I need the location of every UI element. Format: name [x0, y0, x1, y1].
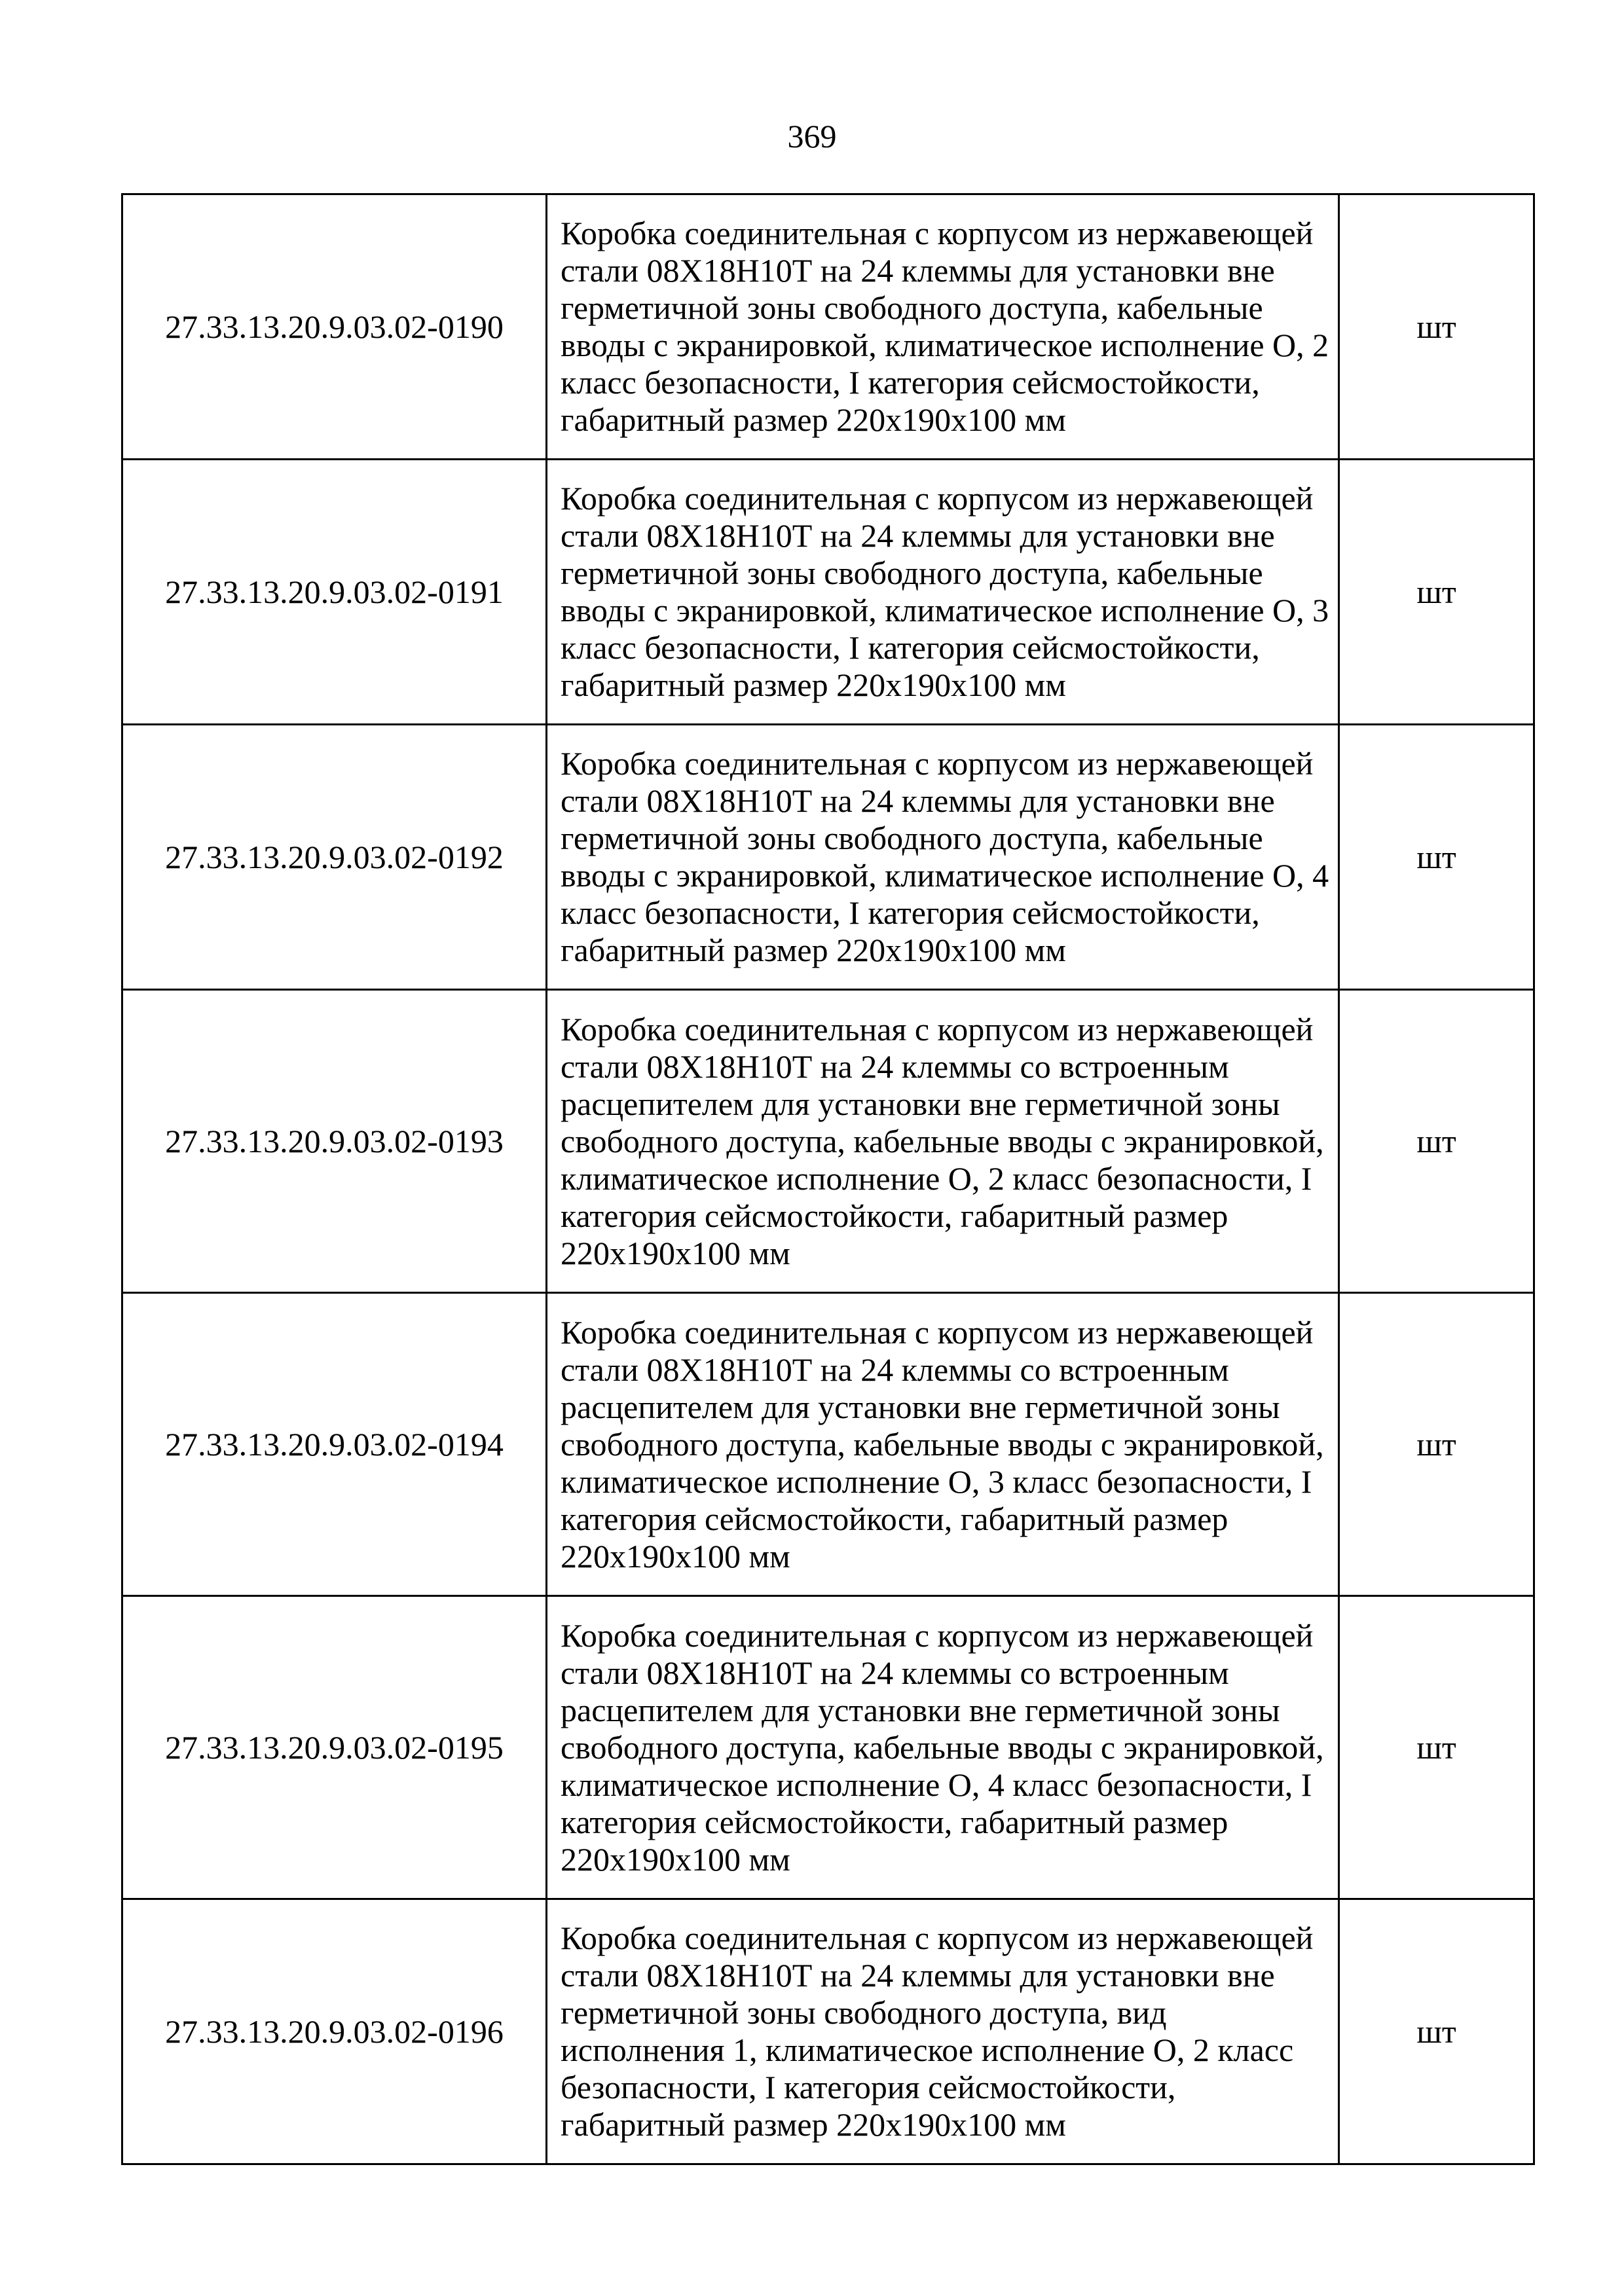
table-row	[122, 460, 1534, 725]
row-code: 27.33.13.20.9.03.02-0190	[122, 194, 547, 460]
table-row	[122, 194, 1534, 460]
row-description	[547, 1293, 1339, 1596]
table-row	[122, 1596, 1534, 1899]
row-unit: шт	[1339, 1899, 1534, 2164]
row-description	[547, 460, 1339, 725]
row-unit: шт	[1339, 194, 1534, 460]
table-row	[122, 1899, 1534, 2164]
table-row	[122, 1293, 1534, 1596]
row-unit: шт	[1339, 1596, 1534, 1899]
table-row	[122, 990, 1534, 1293]
row-unit: шт	[1339, 460, 1534, 725]
page-number: 369	[787, 118, 837, 155]
row-unit: шт	[1339, 990, 1534, 1293]
row-description-text: Коробка соединительная с корпусом из нержавеющей стали 08Х18Н10Т на 24 клеммы для установки вне герметичной зоны свободного доступа, кабельные вводы с экранировкой, климатическое исполнение О, 4 класс безопасности, I категория сейсмостойкости, габаритный размер 220х190х100 мм	[561, 745, 1329, 968]
row-description	[547, 725, 1339, 990]
row-code: 27.33.13.20.9.03.02-0194	[122, 1293, 547, 1596]
row-description	[547, 194, 1339, 460]
row-code: 27.33.13.20.9.03.02-0192	[122, 725, 547, 990]
resource-table	[121, 193, 1535, 2165]
row-description	[547, 990, 1339, 1293]
row-description-text: Коробка соединительная с корпусом из нержавеющей стали 08Х18Н10Т на 24 клеммы для установки вне герметичной зоны свободного доступа, кабельные вводы с экранировкой, климатическое исполнение О, 2 класс безопасности, I категория сейсмостойкости, габаритный размер 220х190х100 мм	[561, 215, 1329, 438]
row-description-text: Коробка соединительная с корпусом из нержавеющей стали 08Х18Н10Т на 24 клеммы для установки вне герметичной зоны свободного доступа, кабельные вводы с экранировкой, климатическое исполнение О, 3 класс безопасности, I категория сейсмостойкости, габаритный размер 220х190х100 мм	[561, 480, 1329, 703]
row-description-text: Коробка соединительная с корпусом из нержавеющей стали 08Х18Н10Т на 24 клеммы со встроенным расцепителем для установки вне герметичной зоны свободного доступа, кабельные вводы с экранировкой, климатическое исполнение О, 4 класс безопасности, I категория сейсмостойкости, габаритный размер 220х190х100 мм	[561, 1616, 1324, 1878]
row-code: 27.33.13.20.9.03.02-0196	[122, 1899, 547, 2164]
row-description	[547, 1899, 1339, 2164]
row-description-text: Коробка соединительная с корпусом из нержавеющей стали 08Х18Н10Т на 24 клеммы для установки вне герметичной зоны свободного доступа, вид исполнения 1, климатическое исполнение О, 2 класс безопасности, I категория сейсмостойкости, габаритный размер 220х190х100 мм	[561, 1920, 1314, 2143]
row-code: 27.33.13.20.9.03.02-0195	[122, 1596, 547, 1899]
row-code: 27.33.13.20.9.03.02-0191	[122, 460, 547, 725]
row-description-text: Коробка соединительная с корпусом из нержавеющей стали 08Х18Н10Т на 24 клеммы со встроенным расцепителем для установки вне герметичной зоны свободного доступа, кабельные вводы с экранировкой, климатическое исполнение О, 3 класс безопасности, I категория сейсмостойкости, габаритный размер 220х190х100 мм	[561, 1313, 1324, 1575]
row-description-text: Коробка соединительная с корпусом из нержавеющей стали 08Х18Н10Т на 24 клеммы со встроенным расцепителем для установки вне герметичной зоны свободного доступа, кабельные вводы с экранировкой, климатическое исполнение О, 2 класс безопасности, I категория сейсмостойкости, габаритный размер 220х190х100 мм	[561, 1010, 1324, 1271]
row-description	[547, 1596, 1339, 1899]
row-unit: шт	[1339, 725, 1534, 990]
row-unit: шт	[1339, 1293, 1534, 1596]
table-row	[122, 725, 1534, 990]
row-code: 27.33.13.20.9.03.02-0193	[122, 990, 547, 1293]
